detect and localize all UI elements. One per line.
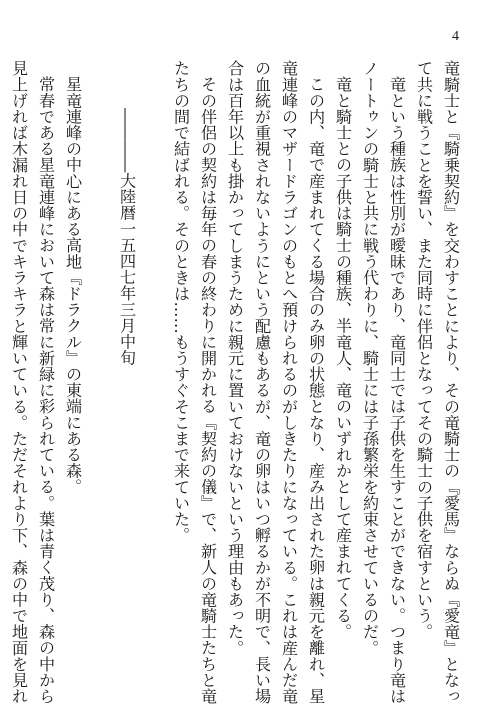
text-line: 竜と騎士との子供は騎士の種族、半竜人、竜のいずれかとして産まれてくる。 — [333, 76, 352, 640]
text-line: 星竜連峰の中心にある高地『ドラクル』の東端にある森。 — [63, 76, 82, 495]
text-line: 竜連峰のマザードラゴンのもとへ預けられるのがしきたりになっている。これは産んだ竜 — [279, 60, 298, 704]
text-line: 見上げれば木漏れ日の中でキラキラと輝いている。ただそれより下、森の中で地面を見れ — [9, 60, 28, 704]
text-line: 竜騎士と『騎乗契約』を交わすことにより、その竜騎士の『愛馬』ならぬ『愛竜』となっ — [441, 60, 460, 704]
text-line: たちの間で結ばれる。そのときは……もうすぐそこまで来ていた。 — [171, 60, 190, 543]
text-line: その伴侶の契約は毎年の春の終わりに開かれる『契約の儀』で、新人の竜騎士たちと竜 — [198, 76, 217, 704]
text-line: 常春である星竜連峰において森は常に新緑に彩られている。葉は青く茂り、森の中から — [36, 76, 55, 704]
blank-line — [86, 60, 113, 660]
text-line: ノートゥンの騎士と共に戦う代わりに、騎士には子孫繁栄を約束させているのだ。 — [360, 60, 379, 656]
blank-line — [140, 60, 167, 660]
text-line: 合は百年以上も掛かってしまうために親元に置いておけないという理由もあった。 — [225, 60, 244, 656]
text-line: この内、竜で産まれてくる場合のみ卵の状態となり、産み出された卵は親元を離れ、星 — [306, 76, 325, 704]
page-number: 4 — [452, 29, 459, 44]
body-text — [5, 60, 464, 704]
text-line: 竜という種族は性別が曖昧であり、竜同士では子供を生すことができない。つまり竜は — [387, 76, 406, 704]
text-line: て共に戦うことを誓い、また同時に伴侶となってその騎士の子供を宿すという。 — [414, 60, 433, 640]
text-line: の血統が重視されないようにという配慮もあるが、竜の卵はいつ孵るかが不明で、長い場 — [252, 60, 271, 704]
section-heading: ――――大陸暦一五四七年三月中旬 — [117, 108, 136, 366]
